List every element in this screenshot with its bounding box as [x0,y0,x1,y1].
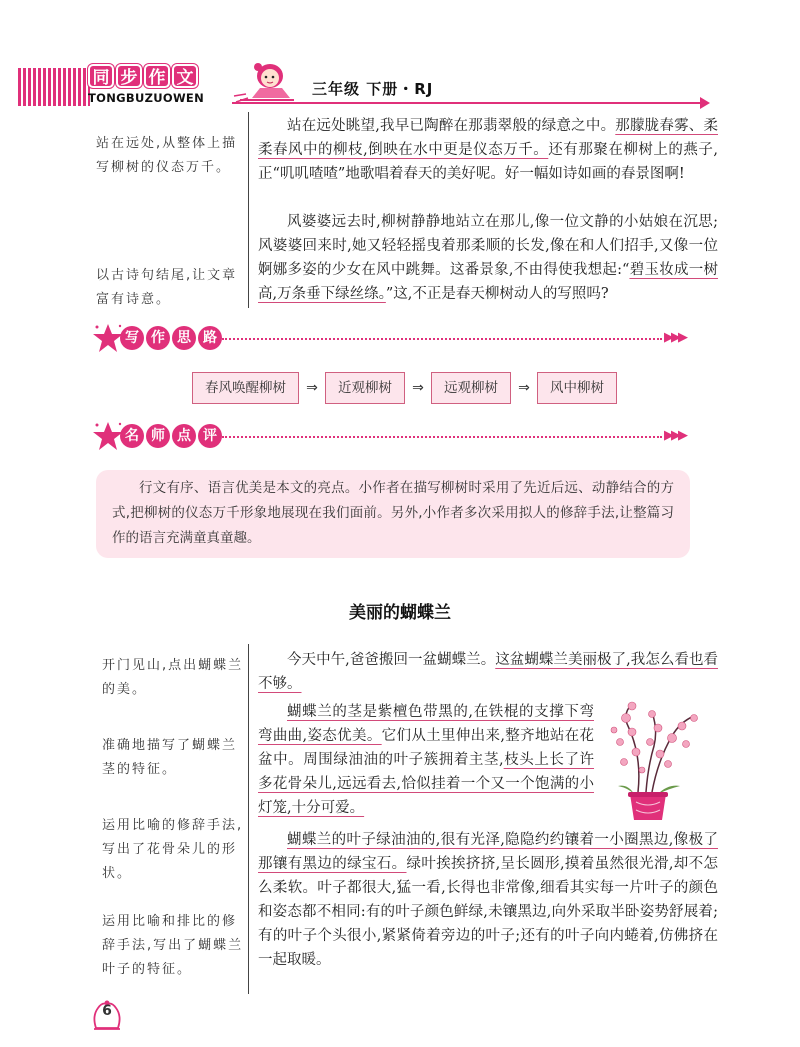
flow-arrow-icon: ⇒ [518,380,530,396]
writing-idea-label [120,326,222,350]
brand-pinyin: TONGBUZUOWEN [88,91,205,105]
flow-step: 近观柳树 [325,372,405,404]
underlined-text: 枝头上长了许多花骨朵儿,远远看去,恰似挂着一个又一个饱满的小灯笼,十分可爱。 [258,752,595,816]
dotted-divider [222,436,662,438]
column-divider [248,112,249,308]
margin-note: 准确地描写了蝴蝶兰茎的特征。 [102,738,238,777]
text-run: 绿叶挨挨挤挤,呈长圆形,摸着虽然很光滑,却不怎么柔软。叶子都很大,猛一看,长得也非常像,细看其实每一片叶子的颜色和姿态都不相同:有的叶子颜色鲜绿,未镶黑边,向外采取半卧姿势舒展着;有的叶子个头很小,紧紧倚着旁边的叶子;还有的叶子向内蜷着,仿佛挤在一起取暖。 [258,856,719,968]
teacher-comment-box [96,470,690,558]
writing-flow [192,372,617,404]
text-run: 风婆婆远去时,柳树静静地站立在那儿,像一位文静的小姑娘在沉思;风婆婆回来时,她又轻轻摇曳着那柔顺的长发,像在和人们招手,又像一位婀娜多姿的少女在风中跳舞。这番景象,不由得使我想起:“ [258,214,718,278]
margin-note: 开门见山,点出蝴蝶兰的美。 [102,658,244,697]
underlined-text: 那朦胧春雾、柔柔春风中的柳枝,倒映在水中更是仪态万千。 [258,118,718,158]
triple-arrow-icon: ▶▶▶ [664,330,685,345]
flow-step: 风中柳树 [537,372,617,404]
essay-title: 美丽的蝴蝶兰 [349,603,451,623]
label-char: 思 [172,326,196,350]
text-run: ”这,不正是春天柳树动人的写照吗? [385,286,609,302]
essay1-paragraph-1 [258,114,718,186]
flow-arrow-icon: ⇒ [412,380,424,396]
margin-note: 站在远处,从整体上描写柳树的仪态万千。 [96,136,238,175]
girl-mascot-icon [232,58,302,104]
brand-logo [88,64,208,105]
margin-note: 运用比喻的修辞手法,写出了花骨朵儿的形状。 [102,818,244,881]
triple-arrow-icon: ▶▶▶ [664,428,685,443]
teacher-comment-text: 行文有序、语言优美是本文的亮点。小作者在描写柳树时采用了先近后远、动静结合的方式,把柳树的仪态万千形象地展现在我们面前。另外,小作者多次采用拟人的修辞手法,让整篇习作的语言充满童真童趣。 [112,480,674,546]
page-number: 6 [102,1003,112,1019]
flow-step: 春风唤醒柳树 [192,372,299,404]
text-run: 站在远处眺望,我早已陶醉在那翡翠般的绿意之中。 [287,118,616,134]
dotted-divider [222,338,662,340]
underlined-text: 碧玉妆成一树高,万条垂下绿丝绦。 [258,262,719,302]
label-char: 点 [172,424,196,448]
label-char: 路 [198,326,222,350]
underlined-text: 蝴蝶兰的茎是紫檀色带黑的,在铁棍的支撑下弯弯曲曲,姿态优美。 [258,704,594,744]
label-char: 评 [198,424,222,448]
essay2-paragraph-3 [258,828,718,972]
label-char: 师 [146,424,170,448]
essay2-paragraph-1 [258,648,718,696]
brand-char: 文 [172,64,198,88]
brand-char: 作 [144,64,170,88]
flow-step: 远观柳树 [431,372,511,404]
header-arrow-icon [700,97,710,109]
underlined-text: 蝴蝶兰的叶子绿油油的,很有光泽,隐隐约约镶着一小圈黑边,像极了那镶有黑边的绿宝石。 [258,832,718,872]
grade-label: 三年级 下册・RJ [312,80,434,98]
brand-char: 步 [116,64,142,88]
teacher-comment-label [120,424,222,448]
header-rule [232,102,702,104]
flow-arrow-icon: ⇒ [306,380,318,396]
label-char: 写 [120,326,144,350]
margin-note: 以古诗句结尾,让文章富有诗意。 [96,268,238,307]
orchid-plant-illustration [598,696,710,826]
brand-title [88,64,208,88]
text-run: 还有那聚在柳树上的燕子,正“叽叽喳喳”地歌唱着春天的美好呢。好一幅如诗如画的春景图啊! [258,142,719,182]
text-run: 它们从土里伸出来,整齐地站在花盆中。周围绿油油的叶子簇拥着主茎, [258,728,595,768]
margin-note: 运用比喻和排比的修辞手法,写出了蝴蝶兰叶子的特征。 [102,914,244,977]
underlined-text: 这盆蝴蝶兰美丽极了,我怎么看也看不够。 [258,652,718,692]
label-char: 名 [120,424,144,448]
header-stripes-decoration [18,68,90,106]
essay1-paragraph-2 [258,210,718,306]
text-run: 今天中午,爸爸搬回一盆蝴蝶兰。 [287,652,496,668]
label-char: 作 [146,326,170,350]
column-divider [248,644,249,994]
brand-char: 同 [88,64,114,88]
essay2-paragraph-2 [258,700,594,820]
